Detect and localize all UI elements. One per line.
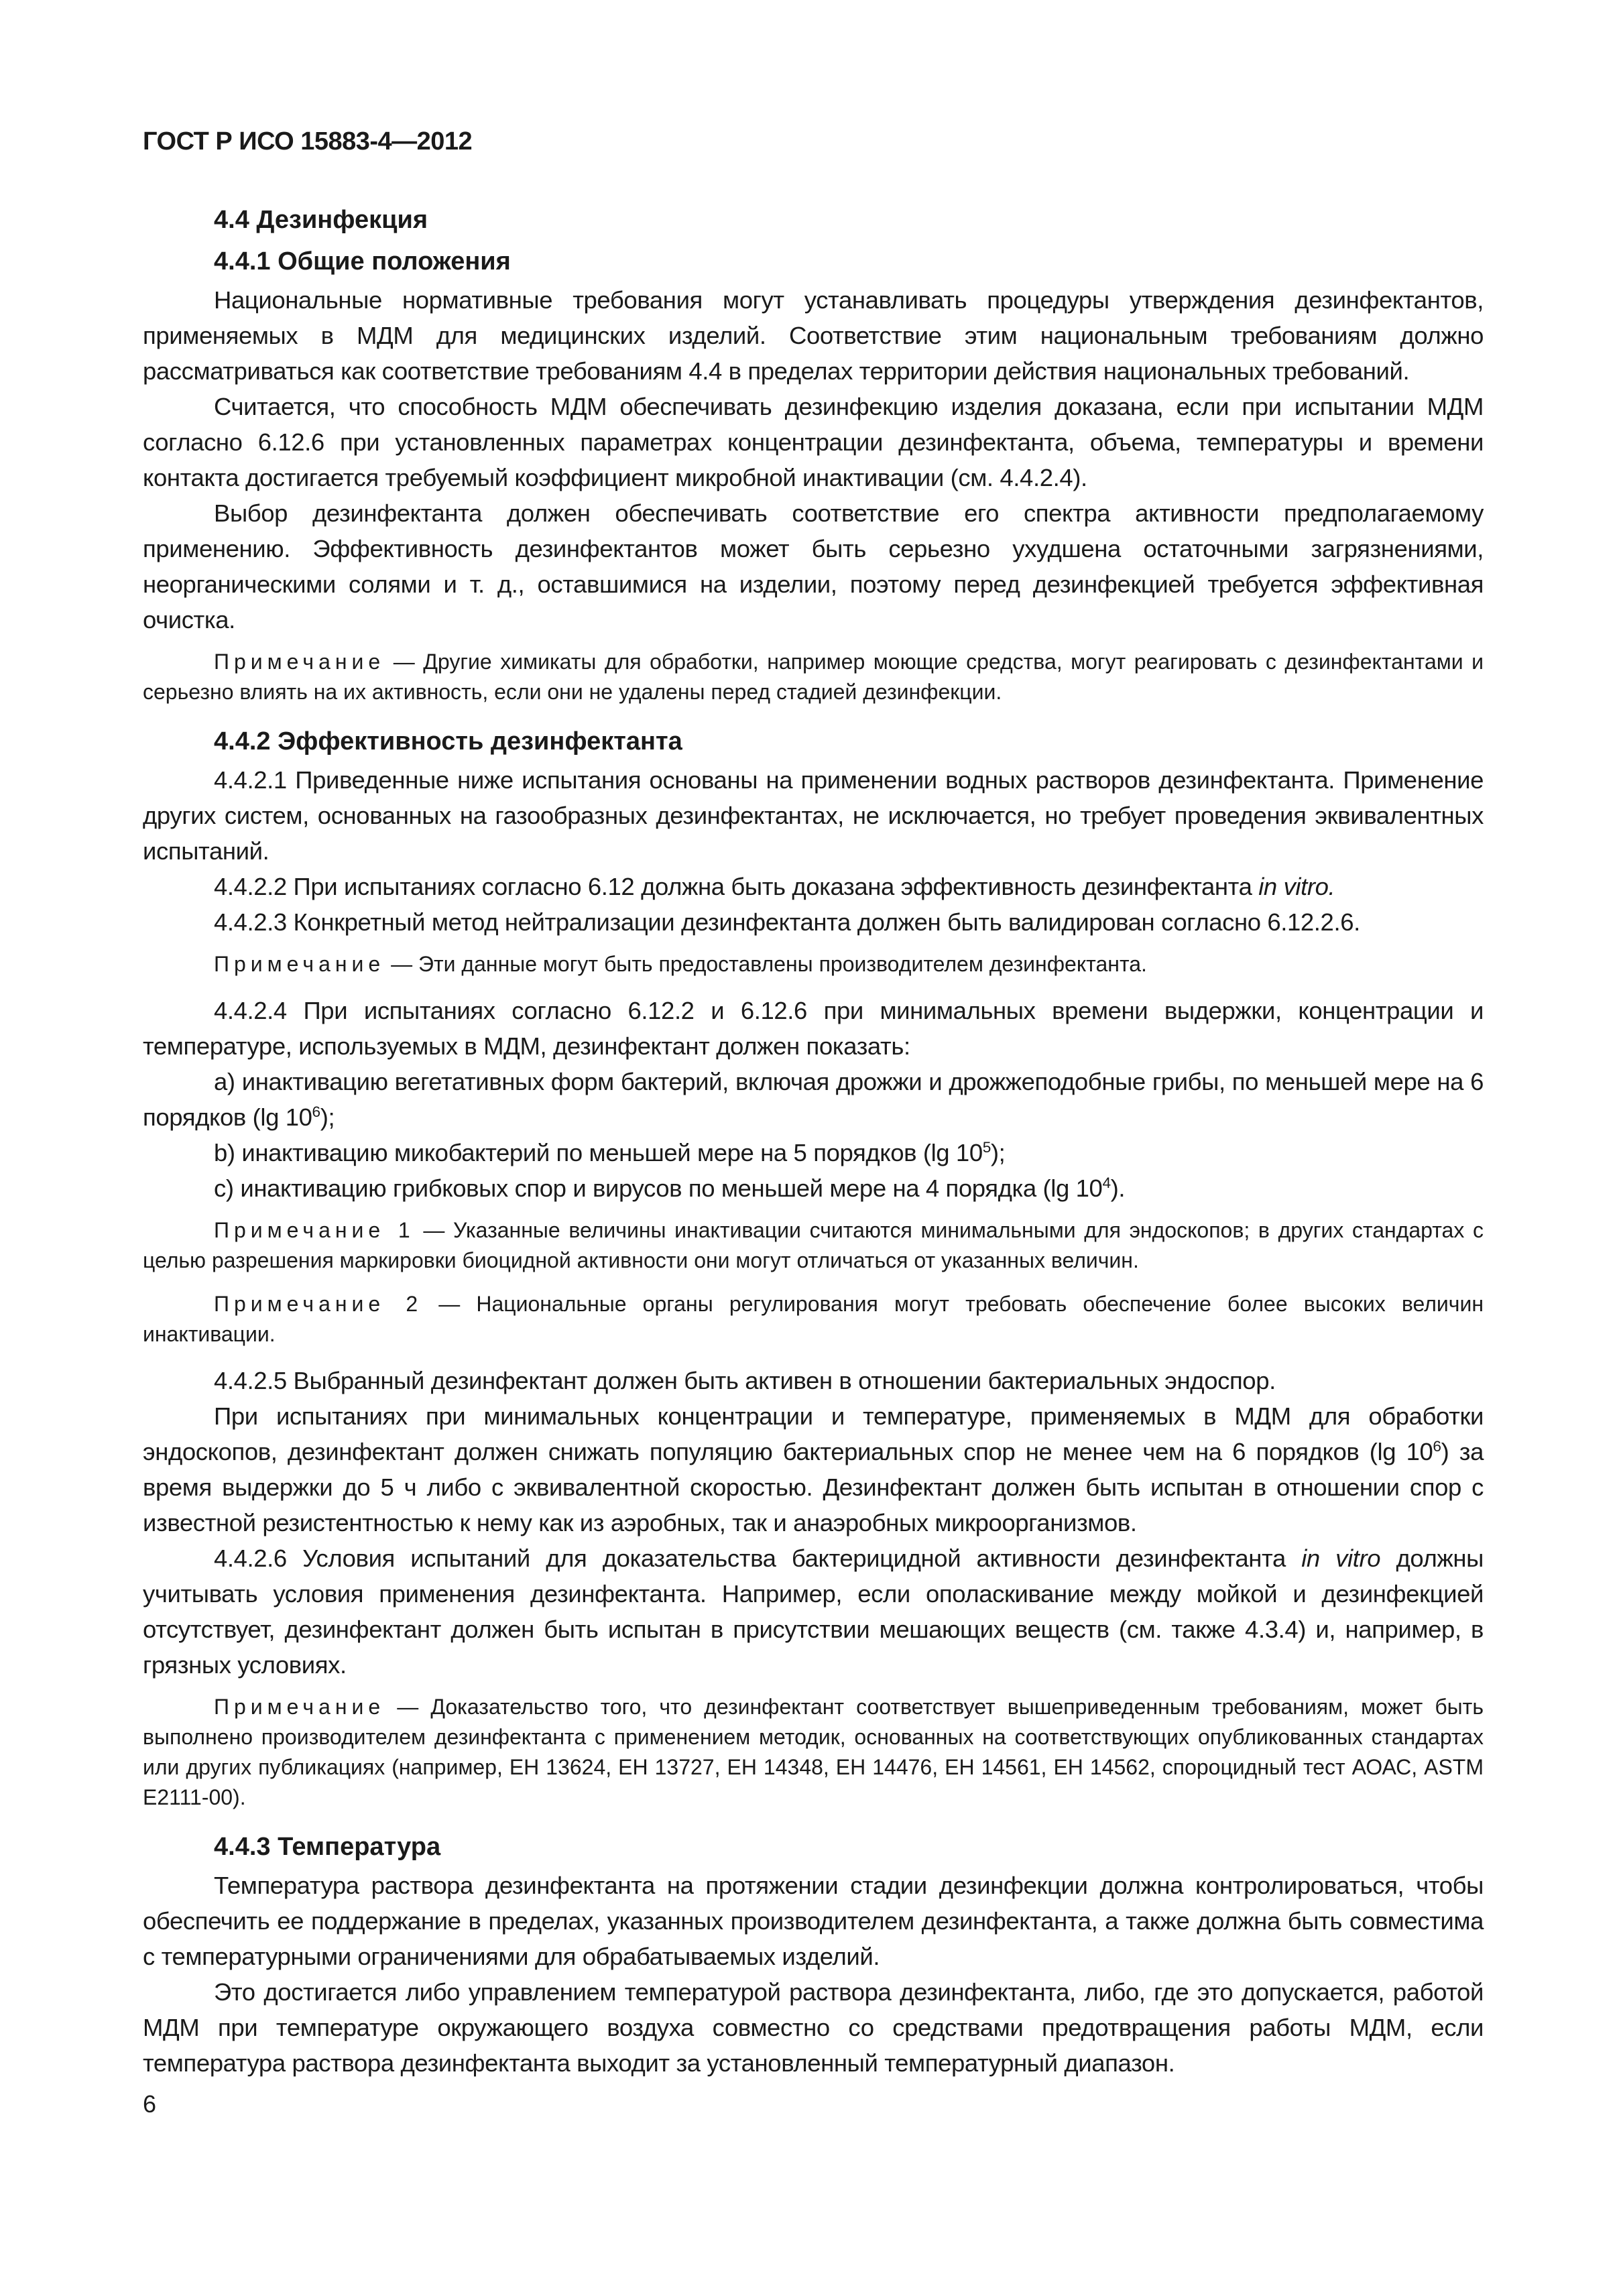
- note-label: Примечание 2: [214, 1292, 423, 1316]
- paragraph: 4.4.2.3 Конкретный метод нейтрализации дезинфектанта должен быть валидирован согласно 6.12.2.6.: [214, 908, 1360, 936]
- note-text: — Другие химикаты для обработки, например моющие средства, могут реагировать с дезинфектантами и серьезно влиять на их активность, если они не удалены перед стадией дезинфекции.: [143, 650, 1484, 704]
- document-body: [143, 199, 1484, 2081]
- paragraph-text: должны учитывать условия применения дезинфектанта. Например, если ополаскивание между мойкой и дезинфекцией отсутствует, дезинфектант должен быть испытан в присутствии мешающих веществ (см. также 4.3.4) и, например, в грязных условиях.: [143, 1545, 1484, 1679]
- paragraph: Считается, что способность МДМ обеспечивать дезинфекцию изделия доказана, если при испытании МДМ согласно 6.12.6 при установленных параметрах концентрации дезинфектанта, объема, температуры и времени контакта достигается требуемый коэффициент микробной инактивации (см. 4.4.2.4).: [143, 393, 1484, 491]
- paragraph: Это достигается либо управлением температурой раствора дезинфектанта, либо, где это допускается, работой МДМ при температуре окружающего воздуха совместно со средствами предотвращения работы МДМ, если температура раствора дезинфектанта выходит за установленный температурный диапазон.: [143, 1978, 1484, 2077]
- list-item-text: c) инактивацию грибковых спор и вирусов по меньшей мере на 4 порядка (lg 10: [214, 1174, 1103, 1202]
- list-item: [143, 1064, 1484, 1135]
- list-item: [143, 1135, 1484, 1170]
- list-item-end: );: [320, 1103, 335, 1131]
- paragraph: 4.4.2.4 При испытаниях согласно 6.12.2 и 6.12.6 при минимальных времени выдержки, концентрации и температуре, используемых в МДМ, дезинфектант должен показать:: [143, 997, 1484, 1060]
- page-number: 6: [143, 2090, 157, 2118]
- section-title-4-4-3: 4.4.3 Температура: [214, 1833, 441, 1861]
- paragraph: [143, 869, 1484, 904]
- section-title-4-4-1: 4.4.1 Общие положения: [214, 247, 511, 276]
- paragraph: [143, 1398, 1484, 1540]
- list-item-text: a) инактивацию вегетативных форм бактерий, включая дрожжи и дрожжеподобные грибы, по меньшей мере на 6 порядков (lg 10: [143, 1068, 1484, 1131]
- note-text: — Национальные органы регулирования могут требовать обеспечение более высоких величин инактивации.: [143, 1292, 1484, 1346]
- note-label: Примечание: [214, 650, 385, 674]
- paragraph: 4.4.2.5 Выбранный дезинфектант должен быть активен в отношении бактериальных эндоспор.: [214, 1367, 1276, 1394]
- paragraph: Национальные нормативные требования могут устанавливать процедуры утверждения дезинфектантов, применяемых в МДМ для медицинских изделий. Соответствие этим национальным требованиям должно рассматриваться как соответствие требованиям 4.4 в пределах территории действия национальных требований.: [143, 286, 1484, 385]
- note-label: Примечание: [214, 952, 385, 976]
- note: [143, 1215, 1484, 1276]
- italic-term: in vitro: [1301, 1545, 1381, 1572]
- superscript: 5: [982, 1138, 991, 1156]
- section-title-4-4: 4.4 Дезинфекция: [214, 206, 428, 234]
- superscript: 4: [1102, 1174, 1111, 1191]
- note: [143, 949, 1484, 979]
- list-item-text: b) инактивацию микобактерий по меньшей мере на 5 порядков (lg 10: [214, 1139, 983, 1166]
- note-text: — Эти данные могут быть предоставлены производителем дезинфектанта.: [385, 952, 1147, 976]
- note: [143, 1692, 1484, 1813]
- paragraph: Температура раствора дезинфектанта на протяжении стадии дезинфекции должна контролироваться, чтобы обеспечить ее поддержание в пределах, указанных производителем дезинфектанта, а также должна быть совместима с температурными ограничениями для обрабатываемых изделий.: [143, 1872, 1484, 1970]
- paragraph-text: 4.4.2.2 При испытаниях согласно 6.12 должна быть доказана эффективность дезинфектанта: [214, 873, 1259, 900]
- note: [143, 1289, 1484, 1349]
- document-code-header: ГОСТ Р ИСО 15883-4—2012: [143, 127, 473, 156]
- paragraph: 4.4.2.1 Приведенные ниже испытания основаны на применении водных растворов дезинфектанта. Применение других систем, основанных на газообразных дезинфектантах, не исключается, но требует проведения эквивалентных испытаний.: [143, 766, 1484, 865]
- list-item-end: ).: [1110, 1174, 1126, 1202]
- list-item: [143, 1170, 1484, 1206]
- note-text: — Указанные величины инактивации считаются минимальными для эндоскопов; в других стандартах с целью разрешения маркировки биоцидной активности они могут отличаться от указанных величин.: [143, 1218, 1484, 1272]
- note-label: Примечание 1: [214, 1218, 415, 1242]
- paragraph-text: При испытаниях при минимальных концентрации и температуре, применяемых в МДМ для обработки эндоскопов, дезинфектант должен снижать популяцию бактериальных спор не менее чем на 6 порядков (lg 10: [143, 1402, 1484, 1465]
- superscript: 6: [312, 1103, 320, 1120]
- list-item-end: );: [990, 1139, 1006, 1166]
- paragraph: [143, 1540, 1484, 1683]
- note: [143, 647, 1484, 707]
- paragraph-text: ) за время выдержки до 5 ч либо с эквивалентной скоростью. Дезинфектант должен быть испытан в отношении спор с известной резистентностью к нему как из аэробных, так и анаэробных микроорганизмов.: [143, 1438, 1484, 1536]
- section-title-4-4-2: 4.4.2 Эффективность дезинфектанта: [214, 727, 682, 756]
- superscript: 6: [1433, 1437, 1441, 1455]
- italic-term: in vitro.: [1258, 873, 1335, 900]
- paragraph: Выбор дезинфектанта должен обеспечивать соответствие его спектра активности предполагаемому применению. Эффективность дезинфектантов может быть серьезно ухудшена остаточными загрязнениями, неорганическими солями и т. д., оставшимися на изделии, поэтому перед дезинфекцией требуется эффективная очистка.: [143, 499, 1484, 633]
- note-label: Примечание: [214, 1695, 385, 1719]
- paragraph-text: 4.4.2.6 Условия испытаний для доказательства бактерицидной активности дезинфектанта: [214, 1545, 1302, 1572]
- note-text: — Доказательство того, что дезинфектант соответствует вышеприведенным требованиям, может быть выполнено производителем дезинфектанта с применением методик, основанных на соответствующих опубликованных стандартах или других публикациях (например, ЕН 13624, ЕН 13727, ЕН 14348, ЕН 14476, ЕН 14561, ЕН 14562, спороцидный тест АОАС, ASTM E2111-00).: [143, 1695, 1484, 1809]
